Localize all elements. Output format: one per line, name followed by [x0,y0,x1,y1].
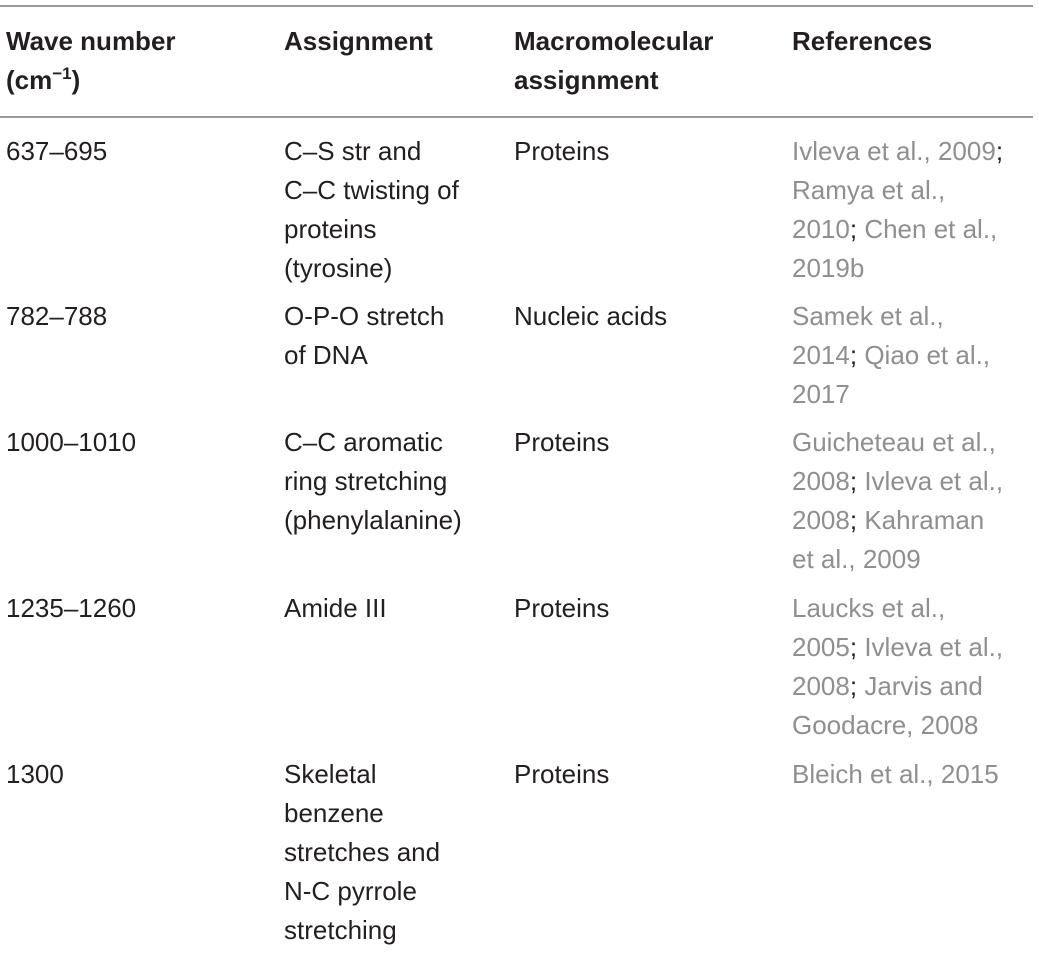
row-3-references: Guicheteau et al., 2008; Ivleva et al., 2008; Kahraman et al., 2009 [792,427,1004,574]
reference-link[interactable]: Kahraman et al., 2009 [792,505,985,574]
reference-link[interactable]: Bleich et al., 2015 [792,759,999,789]
reference-link[interactable]: Ivleva et al., 2009 [792,136,996,166]
reference-link[interactable]: Samek et al., 2014 [792,301,944,370]
row-2-macromolecular: Nucleic acids [514,301,668,331]
header-assignment: Assignment [284,26,433,56]
table-top-rule [0,5,1033,7]
reference-link[interactable]: Laucks et al., 2005 [792,593,946,662]
row-2-assignment: O-P-O stretch of DNA [284,301,445,370]
row-4-references: Laucks et al., 2005; Ivleva et al., 2008; Jarvis and Goodacre, 2008 [792,593,1004,740]
reference-link[interactable]: Chen et al., 2019b [792,214,998,283]
header-wave-number: Wave number $(cm^{-1})$ [6,26,176,95]
row-4-macromolecular: Proteins [514,593,610,623]
row-3-wave-number: 1000–1010 [6,427,137,457]
row-1-macromolecular: Proteins [514,136,610,166]
row-4-assignment: Amide III [284,593,387,623]
reference-link[interactable]: Qiao et al., 2017 [792,340,991,409]
row-5-references [792,755,999,794]
row-4-wave-number: 1235–1260 [6,593,137,623]
header-macromolecular-assignment: Macromolecular assignment [514,26,714,95]
row-1-references: Ivleva et al., 2009; Ramya et al., 2010; Chen et al., 2019b [792,136,1004,283]
row-2-references: Samek et al., 2014; Qiao et al., 2017 [792,301,991,409]
header-references: References [792,26,933,56]
row-5-wave-number: 1300 [6,759,64,789]
row-3-assignment: C–C aromatic ring stretching (phenylalanine) [284,427,462,535]
row-1-wave-number: 637–695 [6,136,108,166]
reference-link[interactable]: Jarvis and Goodacre, 2008 [792,671,983,740]
row-2-wave-number: 782–788 [6,301,108,331]
reference-link[interactable]: Ramya et al., 2010 [792,175,946,244]
row-5-assignment: Skeletal benzene stretches and N-C pyrrole stretching [284,759,441,945]
row-1-assignment: C–S str and C–C twisting of proteins (tyrosine) [284,136,459,283]
table-header-rule [0,116,1033,118]
row-3-macromolecular: Proteins [514,427,610,457]
row-5-macromolecular: Proteins [514,759,610,789]
reference-link[interactable]: Ivleva et al., 2008 [792,466,1004,535]
reference-link[interactable]: Guicheteau et al., 2008 [792,427,996,496]
reference-link[interactable]: Ivleva et al., 2008 [792,632,1004,701]
